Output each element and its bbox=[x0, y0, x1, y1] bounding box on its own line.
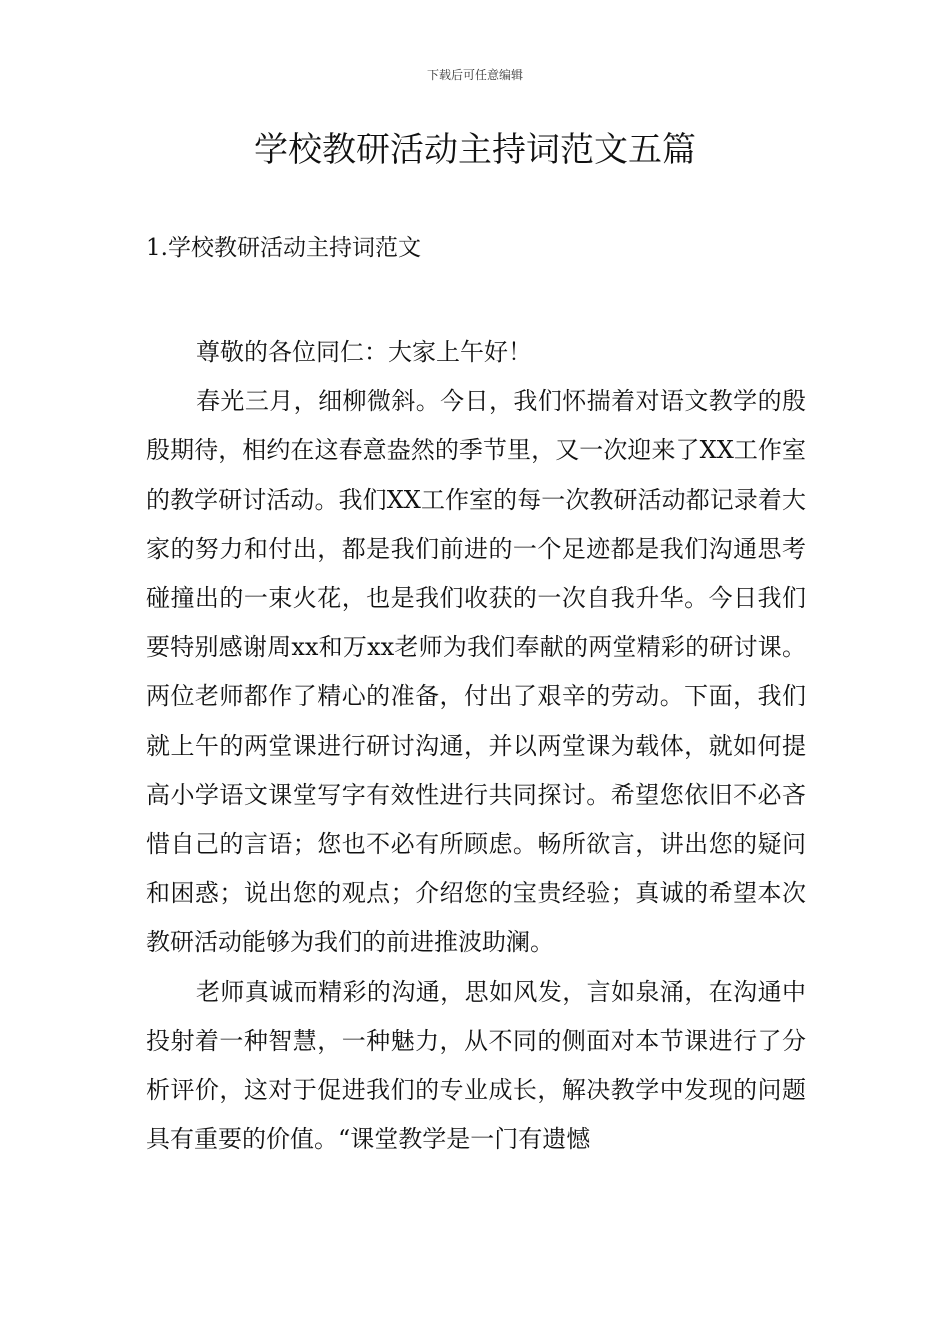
paragraph-greeting: 尊敬的各位同仁：大家上午好！ bbox=[196, 338, 532, 366]
header-note: 下载后可任意编辑 bbox=[426, 68, 523, 82]
document-title: 学校教研活动主持词范文五篇 bbox=[254, 130, 696, 170]
paragraph: 春光三月，细柳微斜。今日，我们怀揣着对语文教学的殷殷期待，相约在这春意盎然的季节里，又一次迎来了XX工作室的教学研讨活动。我们XX工作室的每一次教研活动都记录着大家的努力和付出，都是我们前进的一个足迹都是我们沟通思考碰撞出的一束火花，也是我们收获的一次自我升华。今日我们要特别感谢周xx和万xx老师为我们奉献的两堂精彩的研讨课。两位老师都作了精心的准备，付出了艰辛的劳动。下面，我们就上午的两堂课进行研讨沟通，并以两堂课为载体，就如何提高小学语文课堂写字有效性进行共同探讨。希望您依旧不必吝惜自己的言语；您也不必有所顾虑。畅所欲言，讲出您的疑问和困惑；说出您的观点；介绍您的宝贵经验；真诚的希望本次教研活动能够为我们的前进推波助澜。 bbox=[146, 387, 806, 957]
document-body bbox=[146, 328, 806, 1164]
section-heading: 1.学校教研活动主持词范文 bbox=[146, 235, 421, 261]
paragraph: 老师真诚而精彩的沟通，思如风发，言如泉涌，在沟通中投射着一种智慧，一种魅力，从不同的侧面对本节课进行了分析评价，这对于促进我们的专业成长，解决教学中发现的问题具有重要的价值。“课堂教学是一门有遗憾 bbox=[146, 977, 806, 1154]
